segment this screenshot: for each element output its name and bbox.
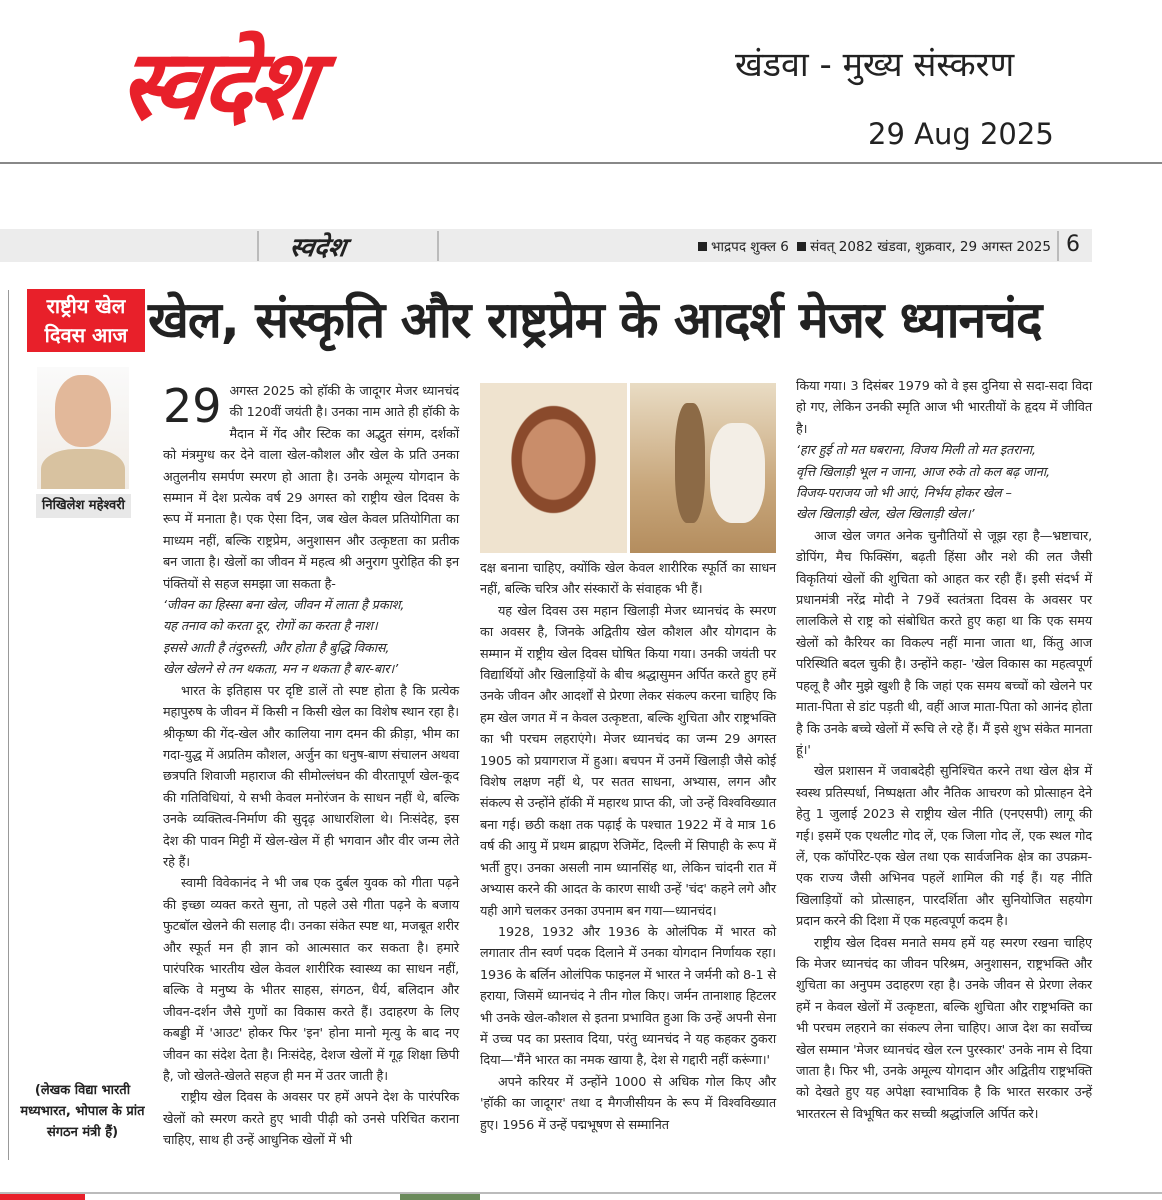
verse-line: ‘हार हुई तो मत घबराना, विजय मिली तो मत इतराना, [796, 443, 1036, 459]
verse-line: यह तनाव को करता दूर, रोगों का करता है नाश। [163, 619, 378, 635]
folio-date: संवत् 2082 खंडवा, शुक्रवार, 29 अगस्त 2025 [810, 239, 1051, 255]
bullet-square-icon [797, 242, 806, 251]
edition-date: 29 Aug 2025 [868, 117, 1054, 151]
verse-line: खेल खिलाड़ी खेल, खेल खिलाड़ी खेल।’ [796, 507, 975, 523]
article-paragraph: 1928, 1932 और 1936 के ओलंपिक में भारत को लगातार तीन स्वर्ण पदक दिलाने में उनका योगदान निर्णायक रहा। 1936 के बर्लिन ओलंपिक फाइनल में भारत ने जर्मनी को 8-1 से हराया, जिसमें ध्यानचंद ने तीन गोल किए। जर्मन तानाशाह हिटलर भी उनके खेल-कौशल से इतना प्रभावित हुआ कि उन्हें अपनी सेना में उच्च पद का प्रस्ताव दिया, परंतु ध्यानचंद ने यह कहकर ठुकरा दिया—'मैंने भारत का नमक खाया है, देश से गद्दारी नहीं करूंगा।' [480, 924, 776, 1069]
verse-line: इससे आती है तंदुरुस्ती, और होता है बुद्धि विकास, [163, 640, 390, 656]
article-headline: खेल, संस्कृति और राष्ट्रप्रेम के आदर्श मेजर ध्यानचंद [148, 291, 1042, 349]
article-paragraph: आज खेल जगत अनेक चुनौतियों से जूझ रहा है—भ्रष्टाचार, डोपिंग, मैच फिक्सिंग, बढ़ती हिंसा और नशे की लत जैसी विकृतियां खेलों की शुचिता को आहत कर रही हैं। इसी संदर्भ में प्रधानमंत्री नरेंद्र मोदी ने 79वें स्वतंत्रता दिवस के अवसर पर लालकिले से राष्ट्र को संबोधित करते हुए कहा था कि एक समय खेलों को कैरियर का विकल्प नहीं माना जाता था, किंतु आज परिस्थिति बदल चुकी है। उन्होंने कहा- 'खेल विकास का महत्वपूर्ण पहलू है और मुझे खुशी है कि जहां एक समय बच्चों को खेलने पर माता-पिता से डांट पड़ती थी, वहीं आज माता-पिता को आनंद होता है कि उनके बच्चे खेलों में रूचि ले रहे हैं। मैं इसे शुभ संकेत मानता हूं।' [796, 528, 1092, 758]
strip-separator [1057, 231, 1059, 261]
column-rule [8, 290, 9, 1160]
dhyanchand-photo [480, 383, 776, 553]
next-article-image [400, 1194, 480, 1200]
article-paragraph: किया गया। 3 दिसंबर 1979 को वे इस दुनिया से सदा-सदा विदा हो गए, लेकिन उनकी स्मृति आज भी भारतीयों के हृदय में जीवित है। [796, 379, 1092, 437]
section-tag: राष्ट्रीय खेल दिवस आज [27, 289, 145, 352]
article-column-1 [163, 381, 459, 1152]
strip-separator [437, 231, 439, 261]
article-paragraph: यह खेल दिवस उस महान खिलाड़ी मेजर ध्यानचंद के स्मरण का अवसर है, जिनके अद्वितीय खेल कौशल और योगदान के सम्मान में राष्ट्रीय खेल दिवस घोषित किया गया। उनकी जयंती पर विद्यार्थियों और खिलाड़ियों के बीच श्रद्धासुमन अर्पित करते हुए हमें उनके जीवन और आदर्शों से प्रेरणा लेकर संकल्प करना चाहिए कि हम खेल जगत में न केवल उत्कृष्टता, बल्कि शुचिता और राष्ट्रभक्ति का भी परचम लहराएंगे। मेजर ध्यानचंद का जन्म 29 अगस्त 1905 को प्रयागराज में हुआ। बचपन में उनमें खिलाड़ी जैसे कोई विशेष लक्षण नहीं थे, पर सतत साधना, अभ्यास, लगन और संकल्प से उन्होंने हॉकी में महारथ प्राप्त की, जो उन्हें विश्वविख्यात बना गई। छठी कक्षा तक पढ़ाई के पश्चात 1922 में वे मात्र 16 वर्ष की आयु में प्रथम ब्राह्मण रेजिमेंट, दिल्ली में सिपाही के रूप में भर्ती हुए। उनका असली नाम ध्यानसिंह था, लेकिन चांदनी रात में अभ्यास करने की आदत के कारण साथी उन्हें 'चंद' कहने लगे और यही आगे चलकर उनका उपनाम बन गया—ध्यानचंद। [480, 603, 776, 919]
swadesh-logo: स्वदेश [112, 29, 319, 141]
drop-cap: 29 [163, 379, 222, 433]
article-paragraph: स्वामी विवेकानंद ने भी जब एक दुर्बल युवक को गीता पढ़ने की इच्छा व्यक्त करते सुना, तो पहले उसे गीता पढ़ने के बजाय फुटबॉल खेलने की सलाह दी। उनका संकेत स्पष्ट था, मजबूत शरीर और स्फूर्त मन ही ज्ञान को आत्मसात कर सकता है। हमारे पारंपरिक भारतीय खेल केवल शारीरिक स्वास्थ्य का साधन नहीं, बल्कि वे मनुष्य के भीतर साहस, संगठन, धैर्य, बलिदान और जीवन-दर्शन जैसे गुणों का विकास करते हैं। उदाहरण के लिए कबड्डी में 'आउट' होकर फिर 'इन' होना मानो मृत्यु के बाद नए जीवन का संदेश देता है। निःसंदेह, देशज खेलों में गूढ़ शिक्षा छिपी है, जो खेलते-खेलते सहज ही मन में उतर जाती है। [163, 876, 459, 1084]
strip-logo: स्वदेश [287, 233, 348, 263]
article-paragraph: अपने करियर में उन्होंने 1000 से अधिक गोल किए और 'हॉकी का जादूगर' तथा द मैगजीसीयन के रूप में विश्वविख्यात हुए। 1956 में उन्हें पद्मभूषण से सम्मानित [480, 1074, 776, 1133]
folio-line [698, 237, 1051, 255]
article-paragraph: भारत के इतिहास पर दृष्टि डालें तो स्पष्ट होता है कि प्रत्येक महापुरुष के जीवन में किसी न किसी खेल का विशेष स्थान रहा है। श्रीकृष्ण की गेंद-खेल और कालिया नाग दमन की क्रीड़ा, भीम का गदा-युद्ध में अप्रतिम कौशल, अर्जुन का धनुष-बाण संचालन अथवा छत्रपति शिवाजी महाराज की सीमोल्लंघन की वीरतापूर्ण खेल-कूद की गतिविधियां, ये सभी केवल मनोरंजन के साधन नहीं थे, बल्कि उनके व्यक्तित्व-निर्माण की सुदृढ़ आधारशिला थे। निःसंदेह, इस देश की पावन मिट्टी में खेल-खेल में ही भगवान और वीर जन्म लेते रहे हैं। [163, 683, 459, 870]
edition-label: खंडवा - मुख्य संस्करण [735, 45, 1015, 85]
verse-line: वृत्ति खिलाड़ी भूल न जाना, आज रुके तो कल बढ़ जाना, [796, 464, 1050, 480]
folio-tithi: भाद्रपद शुक्ल 6 [711, 239, 789, 255]
author-name: निखिलेश महेश्वरी [36, 494, 131, 518]
next-section-tag [0, 1194, 85, 1200]
article-column-3 [796, 376, 1092, 1125]
verse-line: ‘जीवन का हिस्सा बना खेल, जीवन में लाता है प्रकाश, [163, 598, 405, 614]
bottom-rule [0, 1192, 1162, 1194]
verse-line: खेल खेलने से तन थकता, मन न थकता है बार-बार।’ [163, 662, 398, 678]
article-paragraph: राष्ट्रीय खेल दिवस मनाते समय हमें यह स्मरण रखना चाहिए कि मेजर ध्यानचंद का जीवन परिश्रम, अनुशासन, राष्ट्रभक्ति और शुचिता का अनुपम उदाहरण रहा है। उनके जीवन से प्रेरणा लेकर हमें न केवल खेलों में उत्कृष्टता, बल्कि शुचिता और राष्ट्रभक्ति का भी परचम लहराने का संकल्प लेना चाहिए। आज देश का सर्वोच्च खेल सम्मान 'मेजर ध्यानचंद खेल रत्न पुरस्कार' उनके नाम से दिया जाता है। फिर भी, उनके अमूल्य योगदान और अद्वितीय राष्ट्रभक्ति को देखते हुए यह अपेक्षा स्वाभाविक है कि भारत सरकार उन्हें भारतरत्न से विभूषित कर सच्ची श्रद्धांजलि अर्पित करे। [796, 935, 1092, 1122]
strip-separator [257, 231, 259, 261]
author-bio: (लेखक विद्या भारती मध्यभारत, भोपाल के प्रांत संगठन मंत्री हैं) [20, 1083, 145, 1140]
article-paragraph: राष्ट्रीय खेल दिवस के अवसर पर हमें अपने देश के पारंपरिक खेलों को स्मरण करते हुए भावी पीढ़ी को उनसे परिचित कराना चाहिए, साथ ही उन्हें आधुनिक खेलों में भी [163, 1090, 459, 1149]
article-paragraph: अगस्त 2025 को हॉकी के जादूगर मेजर ध्यानचंद की 120वीं जयंती है। उनका नाम आते ही हॉकी के मैदान में गेंद और स्टिक का अद्भुत संगम, दर्शकों को मंत्रमुग्ध कर देने वाला खेल-कौशल और खेल के प्रति उनका अतुलनीय समर्पण स्मरण हो आता है। उनके अमूल्य योगदान के सम्मान में देश प्रत्येक वर्ष 29 अगस्त को राष्ट्रीय खेल दिवस के रूप में मनाता है। एक ऐसा दिन, जब खेल केवल प्रतियोगिता का माध्यम नहीं, बल्कि राष्ट्रप्रेम, अनुशासन और उत्कृष्टता का प्रतीक बन जाता है। खेलों का जीवन में महत्व श्री अनुराग पुरोहित की इन पंक्तियों से सहज समझा जा सकता है- [163, 384, 459, 592]
author-photo [37, 367, 129, 489]
hockey-action-image [630, 383, 777, 553]
portrait-image [480, 383, 627, 553]
article-column-2 [480, 558, 776, 1136]
page-number: 6 [1066, 232, 1080, 257]
article-paragraph: दक्ष बनाना चाहिए, क्योंकि खेल केवल शारीरिक स्फूर्ति का साधन नहीं, बल्कि चरित्र और संस्कारों के संवाहक भी हैं। [480, 561, 776, 598]
bullet-square-icon [698, 242, 707, 251]
verse-line: विजय-पराजय जो भी आएं, निर्भय होकर खेल – [796, 486, 1012, 502]
masthead-divider [0, 162, 1162, 164]
article-paragraph: खेल प्रशासन में जवाबदेही सुनिश्चित करने तथा खेल क्षेत्र में स्वस्थ प्रतिस्पर्धा, निष्पक्षता और नैतिक आचरण को प्रोत्साहन देने हेतु 1 जुलाई 2023 से राष्ट्रीय खेल नीति (एनएसपी) लागू की गई। इसमें एक एथलीट गोद लें, एक जिला गोद लें, एक स्थल गोद लें, एक कॉर्पोरेट-एक खेल तथा एक सार्वजनिक क्षेत्र का उपक्रम-एक राज्य जैसी अभिनव पहलें शामिल की गई हैं। यह नीति खिलाड़ियों को प्रोत्साहन, पारदर्शिता और सुनियोजित सहयोग प्रदान करने की दिशा में एक महत्वपूर्ण कदम है। [796, 764, 1092, 930]
